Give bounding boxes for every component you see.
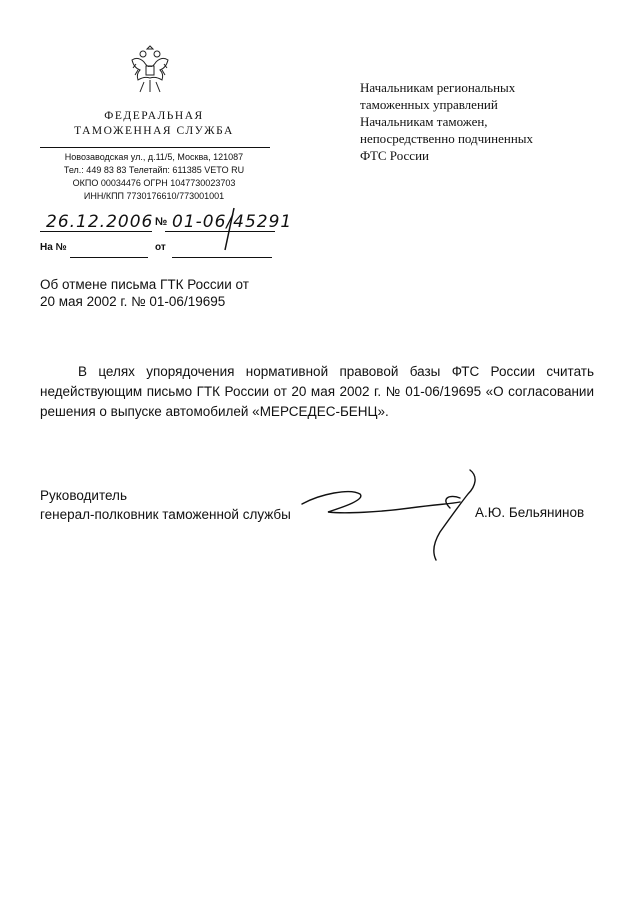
registration-number: 01-06/45291 [172, 212, 293, 232]
subject-line: 20 мая 2002 г. № 01-06/19695 [40, 294, 226, 309]
addressee-line: таможенных управлений [360, 97, 498, 112]
inn-line: ИНН/КПП 7730176610/773001001 [83, 191, 225, 201]
addressee-block [360, 79, 600, 164]
addressee-line: Начальникам региональных [360, 80, 516, 95]
reply-to-date-label: от [155, 242, 166, 253]
double-headed-eagle-icon [128, 42, 172, 96]
registration-date: 26.12.2006 [46, 212, 154, 232]
org-name-line2: ТАМОЖЕННАЯ СЛУЖБА [74, 125, 234, 137]
okpo-line: ОКПО 00034476 ОГРН 1047730023703 [72, 178, 236, 188]
signatory-title-line1: Руководитель [40, 488, 127, 503]
reply-to-date-line [172, 257, 272, 258]
signatory-title-line2: генерал-полковник таможенной службы [40, 507, 291, 522]
address-line: Новозаводская ул., д.11/5, Москва, 121087 [64, 152, 244, 162]
subject-line: Об отмене письма ГТК России от [40, 277, 249, 292]
number-underline [165, 231, 275, 232]
org-name-line1: ФЕДЕРАЛЬНАЯ [104, 110, 204, 122]
addressee-line: Начальникам таможен, [360, 114, 488, 129]
reply-to-number-line [70, 257, 148, 258]
signatory-name: А.Ю. Бельянинов [475, 505, 585, 520]
registration-number-label: № [155, 216, 168, 228]
handwritten-signature [300, 468, 480, 568]
addressee-line: ФТС России [360, 148, 429, 163]
body-paragraph: В целях упорядочения нормативной правовой базы ФТС России считать недействующим письмо ГТК России от 20 мая 2002 г. № 01-06/19695 «О согласовании решения о выпуске автомобилей «МЕРСЕДЕС-БЕНЦ». [40, 364, 594, 419]
reply-to-number-label: На № [40, 242, 67, 253]
addressee-line: непосредственно подчиненных [360, 131, 534, 146]
handwritten-slash-mark [222, 206, 236, 252]
phone-line: Тел.: 449 83 83 Телетайп: 611385 VETO RU [63, 165, 245, 175]
subject [40, 276, 300, 310]
letterhead-divider [40, 147, 270, 148]
date-underline [40, 231, 152, 232]
